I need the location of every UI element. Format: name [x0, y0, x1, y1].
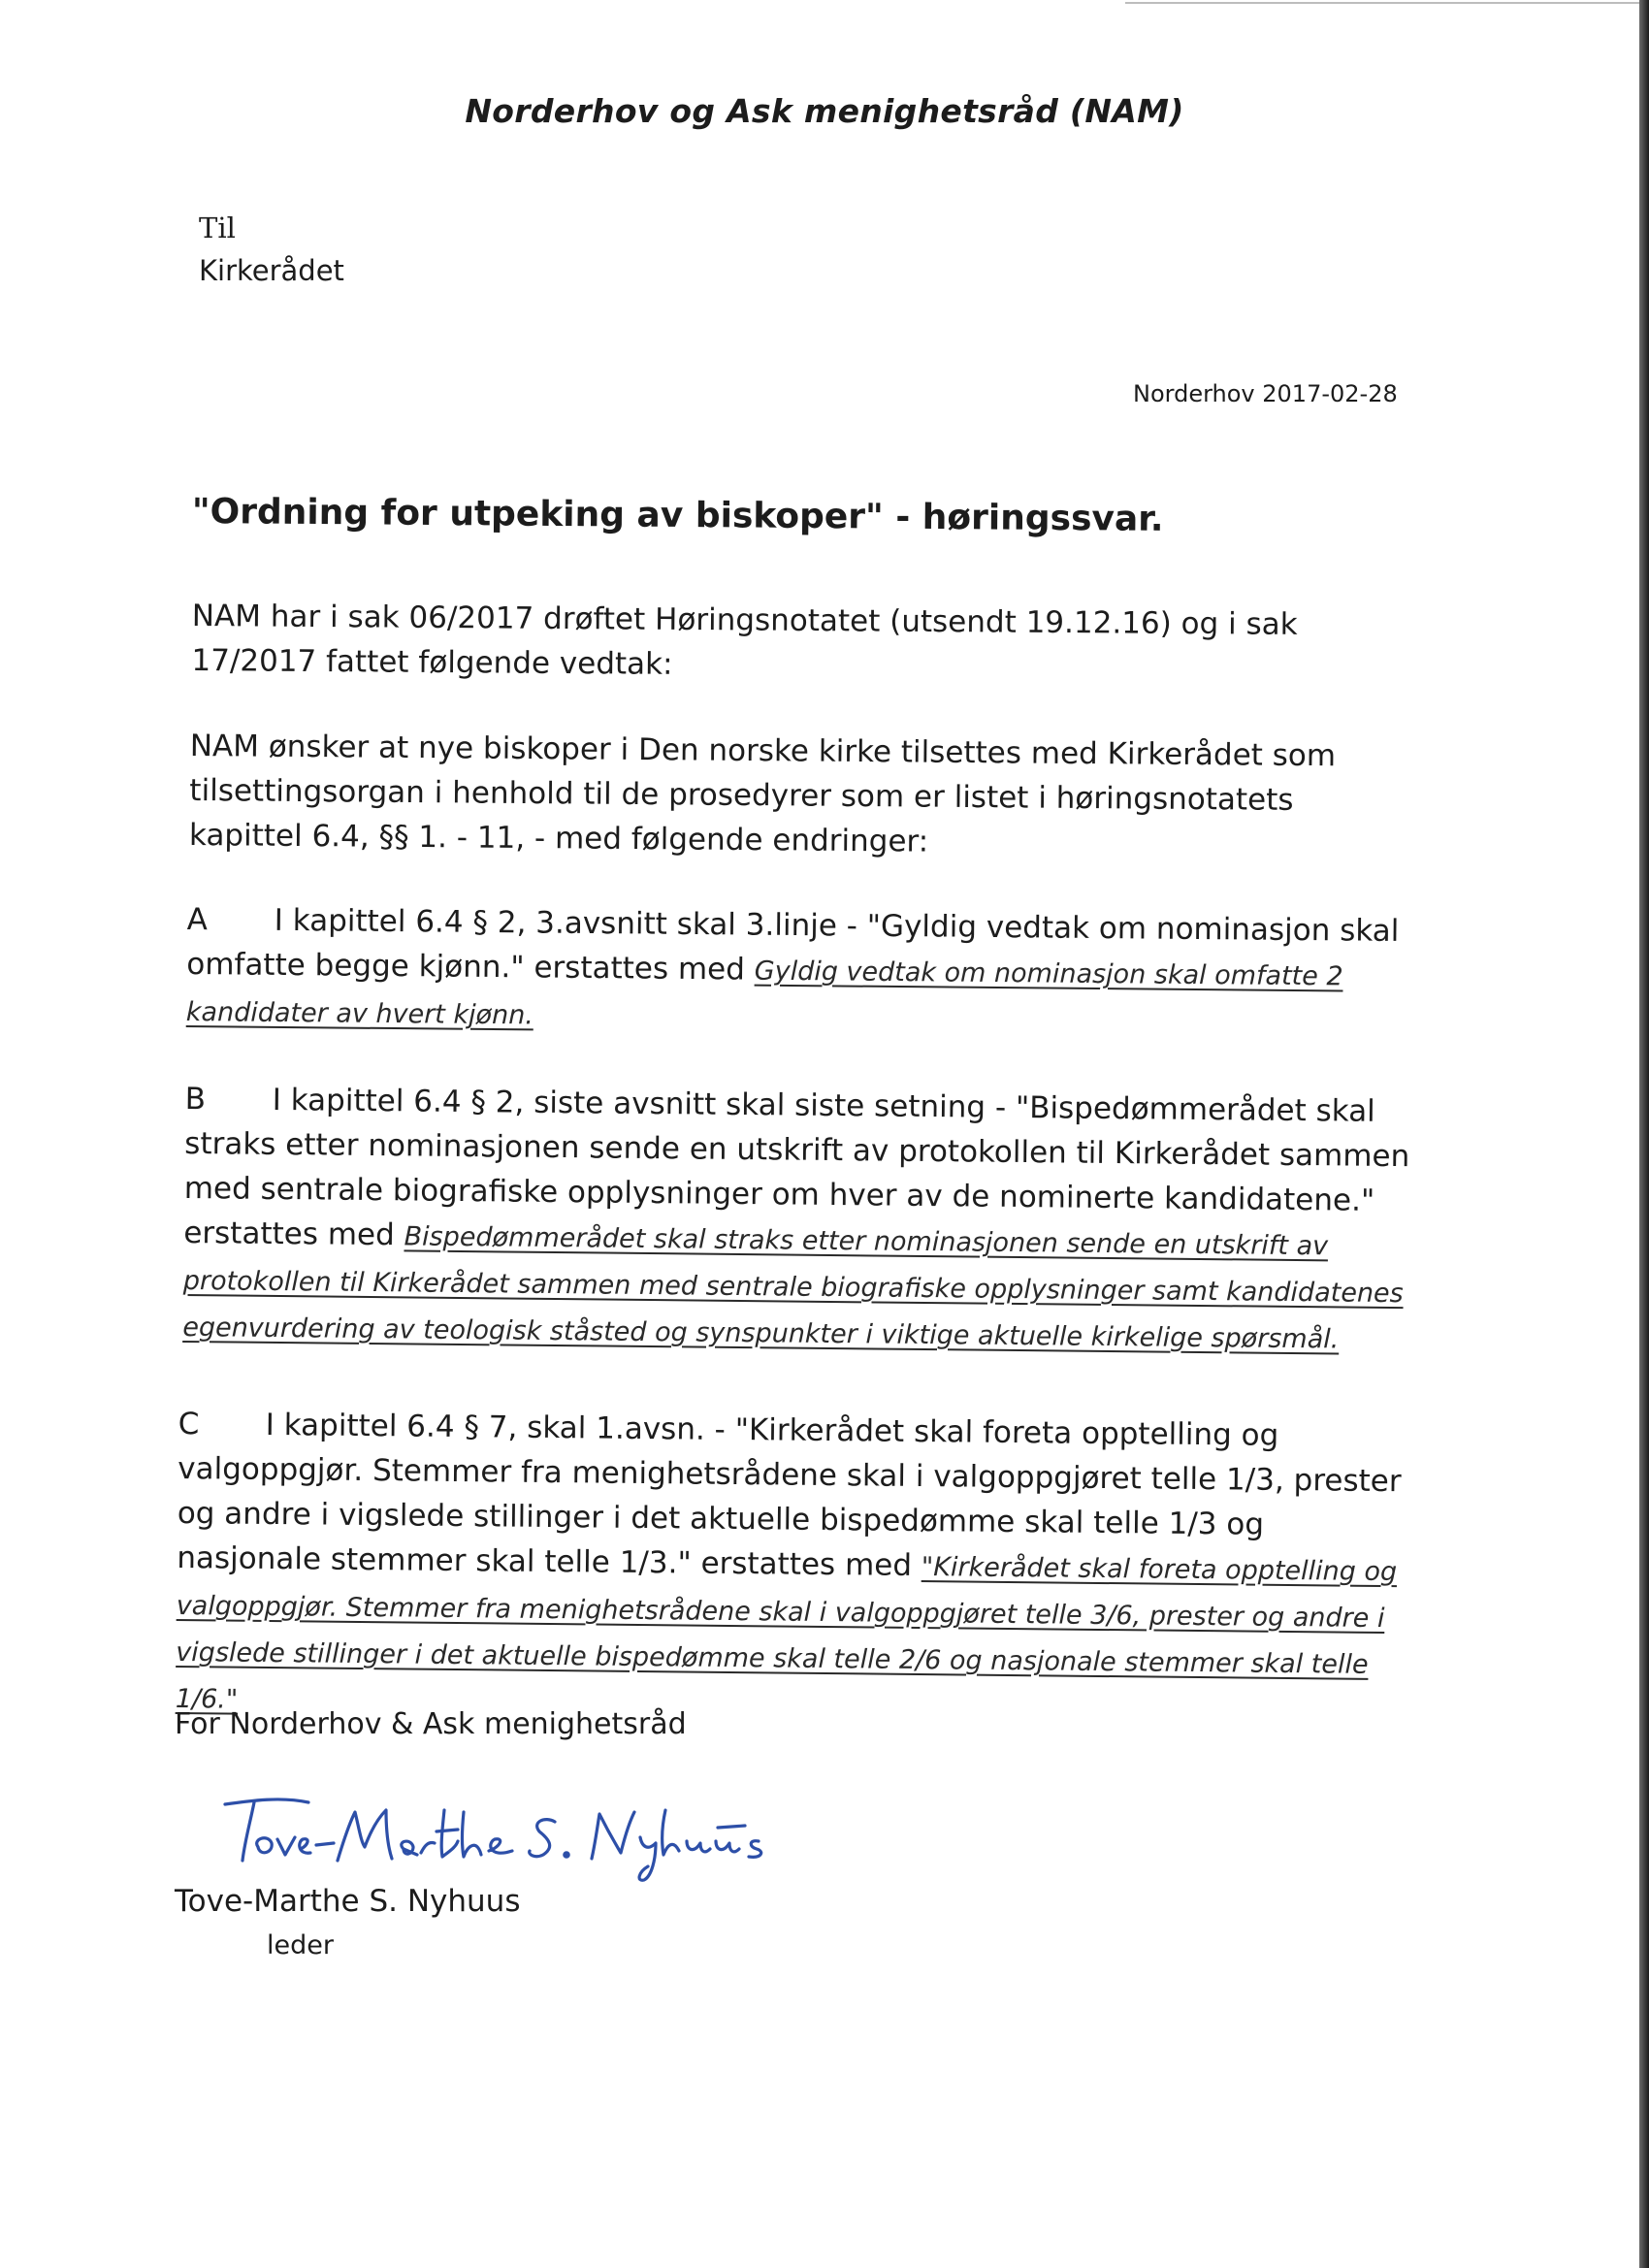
recipient-name: Kirkerådet [199, 254, 344, 287]
amendment-item-a [186, 897, 1414, 1047]
item-letter: C [178, 1406, 200, 1442]
resolution-paragraph: NAM ønsker at nye biskoper i Den norske kirke tilsettes med Kirkerådet som tilsettingsorgan i henhold til de prosedyrer som er listet i høringsnotatets kapittel 6.4, §§ 1. - 11, - med følgende endringer: [188, 728, 1337, 859]
organization-heading: Norderhov og Ask menighetsråd (NAM) [465, 92, 1184, 130]
scan-edge-top [1125, 2, 1649, 4]
signature-drawing [213, 1783, 776, 1890]
amendment-item-b [182, 1077, 1412, 1363]
item-text: I kapittel 6.4 § 2, siste avsnitt skal siste setning - "Bispedømmerådet skal straks etter nominasjonen sende en utskrift av protokollen til Kirkerådet sammen med sentrale biografiske opplysninger om hver av de nominerte kandidatene." erstattes med [183, 1082, 1410, 1253]
letter-title: "Ordning for utpeking av biskoper" - høringssvar. [191, 492, 1164, 539]
item-replacement: Bispedømmerådet skal straks etter nominasjonen sende en utskrift av protokollen til Kirkerådet sammen med sentrale biografiske opplysninger samt kandidatenes egenvurdering av teologisk ståsted og synspunkter i viktige aktuelle kirkelige spørsmål. [182, 1221, 1404, 1355]
item-letter: A [186, 901, 209, 938]
amendment-item-c [176, 1402, 1406, 1734]
handwritten-signature [213, 1783, 776, 1894]
item-replacement: "Kirkerådet skal foreta opptelling og valgoppgjør. Stemmer fra menighetsrådene skal i valgoppgjøret telle 3/6, prester og andre i vigslede stillinger i det aktuelle bispedømme skal telle 2/6 og nasjonale stemmer skal telle 1/6." [175, 1552, 1398, 1715]
signer-role: leder [267, 1930, 334, 1960]
scan-edge-right [1639, 0, 1649, 2268]
intro-paragraph: NAM har i sak 06/2017 drøftet Høringsnotatet (utsendt 19.12.16) og i sak 17/2017 fattet følgende vedtak: [191, 598, 1298, 682]
place-date: Norderhov 2017-02-28 [1133, 380, 1398, 407]
recipient-prefix: Til [199, 211, 236, 244]
item-letter: B [184, 1081, 207, 1118]
item-replacement: Gyldig vedtak om nominasjon skal omfatte 2 kandidater av hvert kjønn. [185, 956, 1343, 1031]
closing-line: For Norderhov & Ask menighetsråd [175, 1707, 687, 1741]
signer-name: Tove-Marthe S. Nyhuus [175, 1884, 521, 1919]
item-text: I kapittel 6.4 § 7, skal 1.avsn. - "Kirkerådet skal foreta opptelling og valgoppgjør. Stemmer fra menighetsrådene skal i valgoppgjøret telle 1/3, prester og andre i vigslede stillinger i det aktuelle bispedømme skal telle 1/3 og nasjonale stemmer skal telle 1/3." erstattes med [177, 1407, 1402, 1583]
item-text: I kapittel 6.4 § 2, 3.avsnitt skal 3.linje - "Gyldig vedtak om nominasjon skal omfatte begge kjønn." erstattes med [186, 902, 1400, 988]
